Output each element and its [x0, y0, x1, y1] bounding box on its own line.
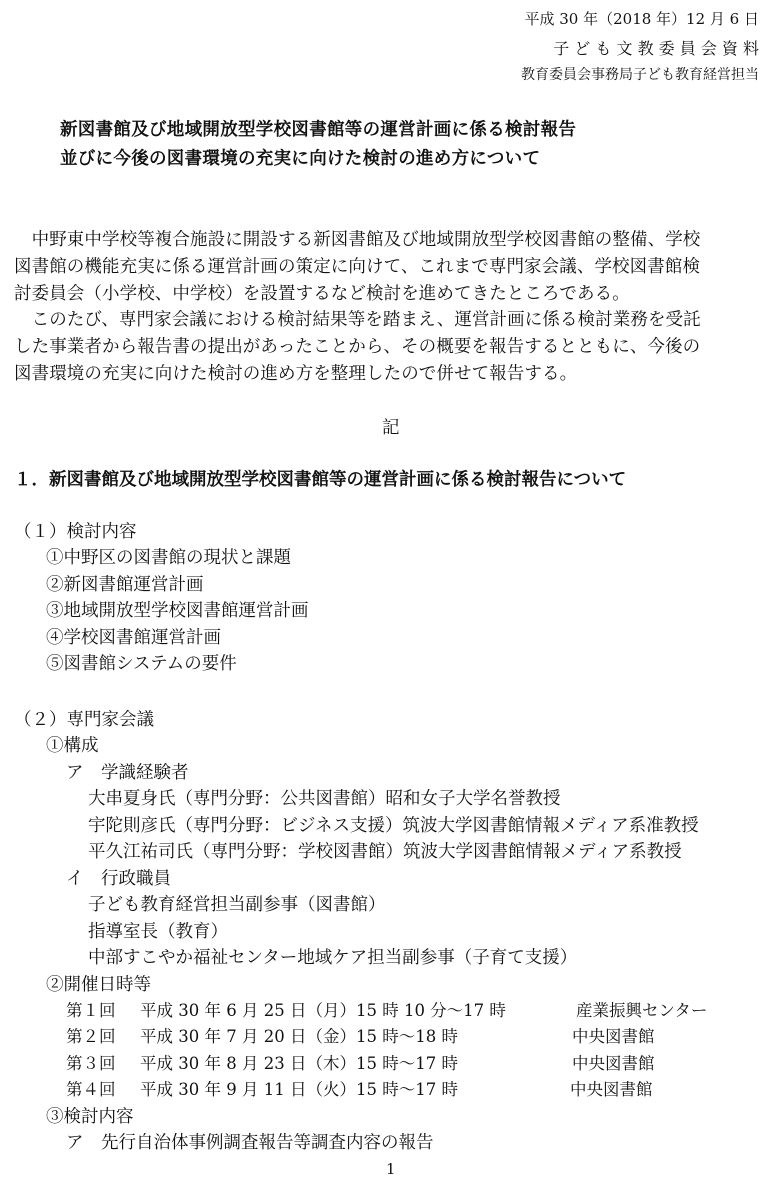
intro-p2-line-3: 図書環境の充実に向けた検討の進め方を整理したので併せて報告する。	[14, 364, 578, 384]
schedule-row-4-date: 平成 30 年 9 月 11 日（火）15 時～17 時	[140, 1080, 458, 1099]
composition-label: ①構成	[46, 736, 99, 756]
group-a-member-1: 大串夏身氏（専門分野：公共図書館）昭和女子大学名誉教授	[88, 789, 561, 809]
group-a-member-2: 宇陀則彦氏（専門分野：ビジネス支援）筑波大学図書館情報メディア系准教授	[88, 816, 699, 836]
intro-p1-line-2: 図書館の機能充実に係る運営計画の策定に向けて、これまで専門家会議、学校図書館検	[14, 257, 701, 277]
group-i-member-2: 指導室長（教育）	[88, 922, 228, 942]
schedule-row-1-place: 産業振興センター	[576, 1001, 708, 1020]
schedule-row-3-date: 平成 30 年 8 月 23 日（木）15 時～17 時	[140, 1054, 458, 1073]
schedule-row-1-date: 平成 30 年 6 月 25 日（月）15 時 10 分～17 時	[140, 1001, 506, 1020]
title-line-2: 並びに今後の図書環境の充実に向けた検討の進め方について	[60, 149, 541, 169]
schedule-row-4-place: 中央図書館	[570, 1080, 653, 1099]
section-1-heading: １．新図書館及び地域開放型学校図書館等の運営計画に係る検討報告について	[14, 470, 627, 490]
document-date: 平成 30 年（2018 年）12 月 6 日	[524, 10, 759, 28]
sub1-item-5: ⑤図書館システムの要件	[46, 654, 237, 674]
group-i-member-3: 中部すこやか福祉センター地域ケア担当副参事（子育て支援）	[88, 948, 578, 968]
title-line-1: 新図書館及び地域開放型学校図書館等の運営計画に係る検討報告	[60, 120, 577, 140]
content-item-1: ア 先行自治体事例調査報告等調査内容の報告	[66, 1133, 434, 1153]
sub1-item-1: ①中野区の図書館の現状と課題	[46, 548, 291, 568]
schedule-row-4-no: 第４回	[66, 1080, 116, 1099]
intro-p1-line-3: 討委員会（小学校、中学校）を設置するなど検討を進めてきたところである。	[14, 284, 630, 304]
schedule-label: ②開催日時等	[46, 975, 151, 995]
schedule-row-1-no: 第１回	[66, 1001, 116, 1020]
committee-label: 子 ど も 文 教 委 員 会 資 料	[553, 39, 759, 58]
sub1-item-2: ②新図書館運営計画	[46, 575, 204, 595]
intro-p2-line-1: このたび、専門家会議における検討結果等を踏まえ、運営計画に係る検討業務を受託	[14, 310, 701, 330]
ki-marker: 記	[382, 418, 400, 438]
sub1-label: （１）検討内容	[14, 522, 137, 542]
content-label: ③検討内容	[46, 1107, 134, 1127]
sub1-item-4: ④学校図書館運営計画	[46, 628, 221, 648]
group-i-member-1: 子ども教育経営担当副参事（図書館）	[88, 895, 386, 915]
schedule-row-2-date: 平成 30 年 7 月 20 日（金）15 時～18 時	[140, 1027, 458, 1046]
schedule-row-3-place: 中央図書館	[572, 1054, 655, 1073]
schedule-row-2-no: 第２回	[66, 1027, 116, 1046]
intro-p1-line-1: 中野東中学校等複合施設に開設する新図書館及び地域開放型学校図書館の整備、学校	[14, 230, 701, 250]
intro-p2-line-2: した事業者から報告書の提出があったことから、その概要を報告するとともに、今後の	[14, 337, 701, 357]
sub1-item-3: ③地域開放型学校図書館運営計画	[46, 601, 309, 621]
group-i-label: イ 行政職員	[66, 869, 171, 889]
page-number: 1	[386, 1160, 396, 1178]
department-label: 教育委員会事務局子ども教育経営担当	[521, 67, 759, 83]
group-a-label: ア 学識経験者	[66, 763, 189, 783]
group-a-member-3: 平久江祐司氏（専門分野：学校図書館）筑波大学図書館情報メディア系教授	[88, 842, 682, 862]
schedule-row-3-no: 第３回	[66, 1054, 116, 1073]
schedule-row-2-place: 中央図書館	[572, 1027, 655, 1046]
sub2-label: （２）専門家会議	[14, 710, 154, 730]
